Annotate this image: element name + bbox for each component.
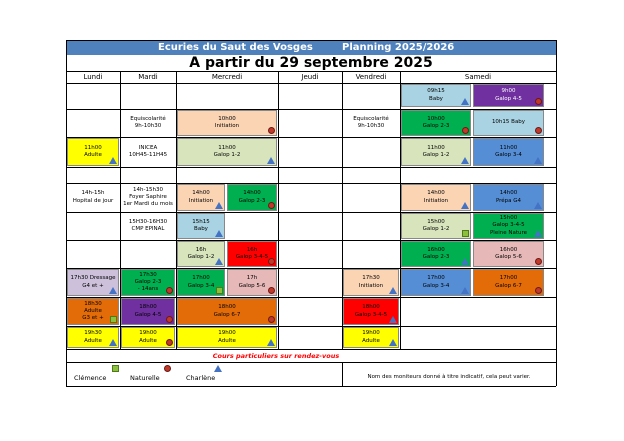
slot-line: 16h00 [499, 246, 518, 253]
slot-line: Galop 2-3 [422, 123, 450, 129]
charlene-marker-icon [461, 258, 469, 265]
slot-line: 15h00 [427, 218, 445, 225]
slot-line: Galop 2-3 [422, 254, 450, 260]
slot-lun-adulte-1100 [67, 138, 119, 166]
slot-lun-adulte-1930 [67, 327, 119, 348]
slot-line: 15h15 [192, 218, 210, 225]
grid-day-divider [278, 71, 279, 349]
slot-line: 14h-15h [81, 190, 105, 197]
grid-right-border [556, 40, 557, 386]
slot-line: Initiation [214, 123, 240, 129]
charlene-marker-icon [215, 258, 223, 265]
slot-line: 15H30-16H30 [128, 218, 168, 225]
charlene-marker-icon [461, 157, 469, 164]
slot-line: 19h00 [362, 330, 380, 337]
grid-subtitle-line [66, 71, 556, 72]
slot-line: Adulte [84, 337, 102, 344]
slot-line: 16h00 [427, 246, 445, 253]
slot-line: 9h-10h30 [134, 123, 162, 129]
slot-line: Adulte [218, 337, 236, 344]
slot-line: 9h-10h30 [357, 123, 385, 129]
slot-line: 17h30 [362, 275, 380, 282]
slot-line: Hopital de jour [72, 197, 114, 204]
slot-line: 11h00 [499, 144, 518, 151]
slot-line: Galop 3-4 [422, 282, 450, 289]
disclaimer-note: Nom des moniteurs donné à titre indicatif, cela peut varier. [367, 374, 531, 380]
charlene-marker-icon [109, 339, 117, 346]
slot-line: 14h-15h30 [133, 186, 163, 193]
slot-line: G4 et + [82, 282, 104, 289]
slot-lun-hopital [67, 184, 119, 211]
charlene-marker-icon [389, 287, 397, 294]
slot-lun-dressage [67, 269, 119, 296]
day-header-samedi: Samedi [464, 73, 492, 81]
slot-sam-pleine-nature [473, 213, 544, 239]
day-header-mercredi: Mercredi [211, 73, 243, 81]
slot-line: Baby [194, 226, 208, 232]
naturelle-marker-icon [535, 287, 542, 294]
slot-line: 16h [195, 246, 207, 253]
clemence-marker-icon [216, 287, 223, 294]
charlene-marker-icon [109, 287, 117, 294]
slot-mer-initiation-1400 [177, 184, 225, 211]
naturelle-marker-icon [166, 287, 173, 294]
slot-sam-galop67-1700 [473, 269, 544, 296]
slot-line: 14h00 [427, 190, 445, 197]
slot-line: 14h00 [499, 190, 518, 197]
slot-line: 17h30 Dressage [70, 275, 116, 282]
charlene-marker-icon [534, 157, 542, 164]
slot-sam-galop34-1700 [401, 269, 471, 296]
grid-notes-line [66, 362, 556, 363]
slot-mer-adulte-1900 [177, 327, 277, 348]
charlene-marker-icon [461, 287, 469, 294]
slot-line: Initiation [423, 197, 449, 204]
naturelle-marker-icon [462, 127, 469, 134]
legend-triangle-icon [214, 365, 222, 372]
naturelle-marker-icon [535, 258, 542, 265]
slot-line: 11h00 [218, 144, 236, 151]
slot-line: Equiscolarité [130, 115, 166, 122]
slot-line: 09h15 [427, 88, 445, 95]
slot-mar-equiscolarite [121, 110, 175, 136]
slot-line: Equiscolarité [353, 115, 389, 122]
page-subtitle: A partir du 29 septembre 2025 [189, 54, 433, 71]
slot-line: Galop 6-7 [213, 311, 241, 318]
slot-line: 17h00 [499, 275, 518, 282]
slot-sam-galop45-0900 [473, 84, 544, 107]
slot-sam-baby-1015 [473, 110, 544, 136]
slot-line: Adulte [139, 337, 157, 344]
slot-line: Pleine Nature [489, 229, 528, 236]
charlene-marker-icon [461, 98, 469, 105]
charlene-marker-icon [461, 202, 469, 209]
slot-mer-baby-1515 [177, 213, 225, 239]
slot-sam-galop23-1600 [401, 241, 471, 267]
slot-sam-galop12-1500 [401, 213, 471, 239]
slot-mar-galop45-1800 [121, 298, 175, 325]
slot-mar-galop23-1730 [121, 269, 175, 296]
slot-line: 1er Mardi du mois [123, 201, 173, 208]
charlene-marker-icon [389, 316, 397, 323]
slot-mer-initiation-1000 [177, 110, 277, 136]
slot-mer-galop67-1800 [177, 298, 277, 325]
grid-top-border [66, 40, 556, 41]
slot-line: 10h00 [218, 115, 236, 122]
clemence-marker-icon [462, 230, 469, 237]
title-bar [66, 40, 556, 55]
naturelle-marker-icon [535, 98, 542, 105]
legend-label: Clémence [74, 374, 107, 382]
slot-line: INICEA [138, 144, 158, 151]
slot-line: Galop 5-6 [495, 254, 522, 260]
slot-line: Galop 2-3 [134, 278, 162, 285]
slot-line: 10h00 [427, 115, 445, 122]
slot-sam-prepa-g4 [473, 184, 544, 211]
slot-mar-foyer [121, 184, 175, 211]
charlene-marker-icon [389, 339, 397, 346]
slot-line: Galop 4-5 [134, 311, 162, 318]
slot-sam-initiation-1400 [401, 184, 471, 211]
slot-line: Galop 3-4-5 [235, 254, 269, 260]
slot-mer-galop23-1400 [227, 184, 277, 211]
slot-line: Galop 1-2 [213, 152, 241, 158]
slot-line: 14h00 [243, 190, 261, 197]
slot-mar-adulte-1900 [121, 327, 175, 348]
title-right: Planning 2025/2026 [342, 42, 455, 53]
slot-sam-galop34-1100 [473, 138, 544, 166]
slot-line: Galop 1-2 [422, 226, 450, 232]
day-header-jeudi: Jeudi [301, 73, 319, 81]
naturelle-marker-icon [166, 339, 173, 346]
slot-line: Galop 6-7 [495, 282, 522, 289]
slot-line: 9h00 [501, 88, 516, 95]
slot-line: Galop 3-4 [187, 282, 215, 289]
naturelle-marker-icon [166, 316, 173, 323]
slot-line: - 14ans [137, 286, 159, 293]
slot-line: CMP EPINAL [131, 226, 165, 232]
slot-line: 19h00 [218, 330, 236, 337]
slot-line: Galop 3-4-5 [354, 311, 388, 318]
slot-line: 18h00 [139, 304, 157, 311]
slot-line: Galop 5-6 [238, 282, 266, 289]
slot-line: Galop 1-2 [422, 152, 450, 158]
slot-line: Galop 3-4 [495, 152, 522, 158]
slot-ven-adulte-1900 [343, 327, 399, 348]
charlene-marker-icon [534, 202, 542, 209]
slot-line: Initiation [188, 197, 214, 204]
slot-line: 10H45-11H45 [128, 152, 168, 158]
slot-sam-galop56-1600 [473, 241, 544, 267]
slot-line: Galop 3-4-5 [492, 222, 525, 229]
legend-circle-icon [164, 365, 171, 372]
slot-mer-galop12-16h [177, 241, 225, 267]
slot-line: Adulte [84, 307, 102, 314]
slot-line: 10h15 Baby [491, 119, 526, 126]
slot-line: 18h00 [218, 304, 236, 311]
slot-ven-initiation-1730 [343, 269, 399, 296]
slot-lun-adulte-1830 [67, 298, 119, 325]
slot-line: 11h00 [427, 144, 445, 151]
slot-line: 14h00 [192, 190, 210, 197]
slot-line: Galop 4-5 [495, 95, 522, 102]
cours-particuliers-note: Cours particuliers sur rendez-vous [212, 352, 340, 360]
charlene-marker-icon [267, 339, 275, 346]
slot-line: 19h30 [84, 330, 102, 337]
clemence-marker-icon [110, 316, 117, 323]
slot-line: 11h00 [84, 144, 102, 151]
slot-mer-galop56-17h [227, 269, 277, 296]
naturelle-marker-icon [268, 258, 275, 265]
grid-row-line [66, 167, 556, 168]
slot-line: 17h00 [427, 275, 445, 282]
grid-bottom-border [66, 386, 556, 387]
slot-sam-galop12-1100 [401, 138, 471, 166]
slot-sam-baby-0915 [401, 84, 471, 107]
slot-mer-galop34-1700 [177, 269, 225, 296]
charlene-marker-icon [215, 202, 223, 209]
slot-line: 15h00 [499, 215, 518, 222]
slot-line: 17h30 [139, 271, 157, 278]
slot-ven-equiscolarite [343, 110, 399, 136]
slot-line: Galop 2-3 [238, 197, 266, 204]
slot-line: 16h [246, 246, 258, 253]
slot-line: 17h00 [192, 275, 210, 282]
day-header-lundi: Lundi [83, 73, 103, 81]
slot-line: Prépa G4 [495, 197, 522, 204]
slot-sam-galop23-1000 [401, 110, 471, 136]
slot-line: 18h00 [362, 304, 380, 311]
slot-line: Adulte [362, 337, 380, 344]
charlene-marker-icon [215, 230, 223, 237]
naturelle-marker-icon [268, 316, 275, 323]
legend-label: Naturelle [130, 374, 160, 382]
slot-ven-galop345-1800 [343, 298, 399, 325]
legend-label: Charlène [186, 374, 216, 382]
slot-mar-cmp [121, 213, 175, 239]
slot-line: Galop 1-2 [187, 254, 215, 260]
naturelle-marker-icon [268, 127, 275, 134]
slot-line: 18h30 [84, 300, 102, 307]
day-header-vendredi: Vendredi [355, 73, 387, 81]
slot-line: Initiation [358, 282, 384, 289]
slot-line: Baby [429, 95, 443, 102]
legend-square-icon [112, 365, 119, 372]
naturelle-marker-icon [535, 127, 542, 134]
slot-line: G3 et + [82, 315, 104, 322]
slot-line: 19h00 [139, 330, 157, 337]
naturelle-marker-icon [268, 202, 275, 209]
naturelle-marker-icon [268, 287, 275, 294]
charlene-marker-icon [267, 157, 275, 164]
slot-line: Foyer Saphire [129, 193, 167, 200]
slot-mer-galop12-1100 [177, 138, 277, 166]
charlene-marker-icon [534, 230, 542, 237]
charlene-marker-icon [109, 157, 117, 164]
slot-line: 17h [246, 275, 258, 282]
slot-mar-inicea [121, 138, 175, 166]
slot-line: Adulte [84, 152, 102, 158]
slot-mer-galop345-16h [227, 241, 277, 267]
title-left: Ecuries du Saut des Vosges [158, 42, 313, 53]
day-header-mardi: Mardi [138, 73, 158, 81]
